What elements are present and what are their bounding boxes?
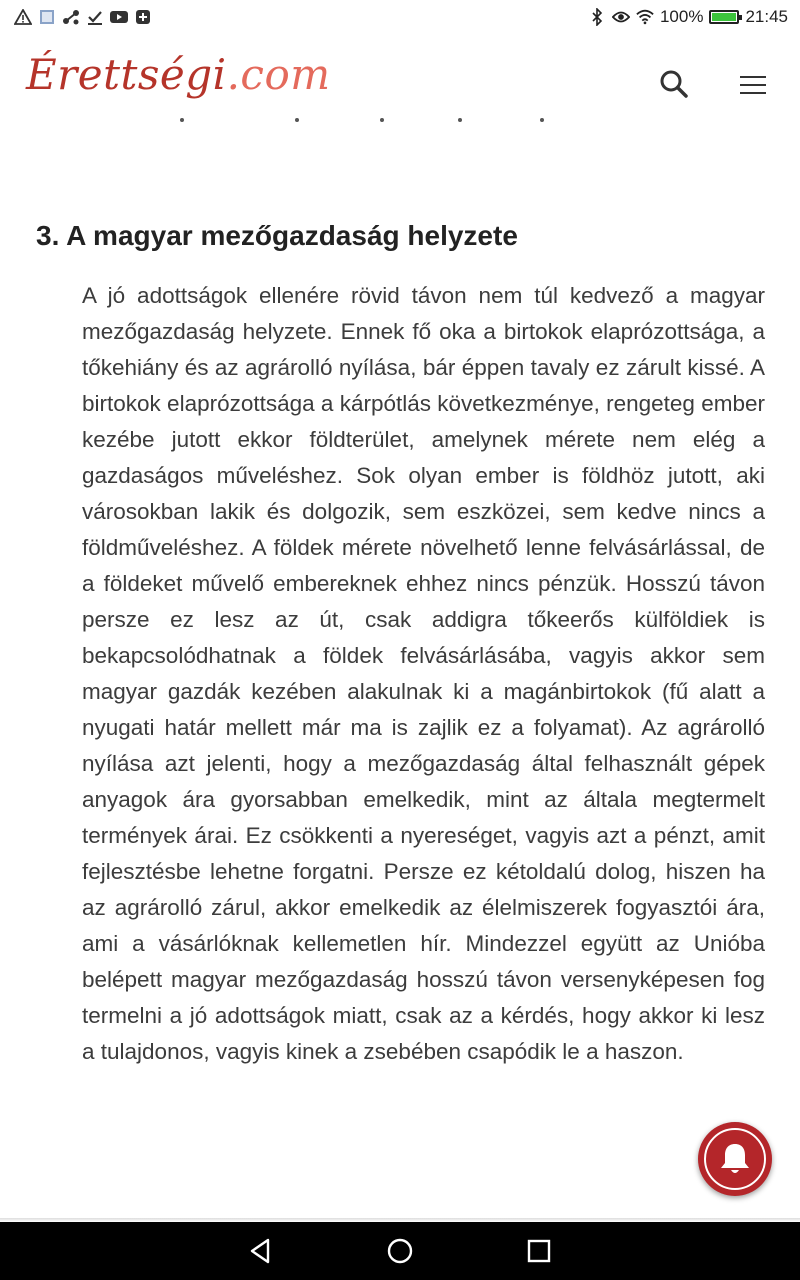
bell-icon — [719, 1142, 751, 1176]
recents-icon — [524, 1236, 554, 1266]
navigation-bar — [0, 1222, 800, 1280]
youtube-icon — [110, 8, 128, 26]
recents-button[interactable] — [524, 1236, 554, 1266]
warning-icon — [14, 8, 32, 26]
check-icon — [86, 8, 104, 26]
section-heading: 3. A magyar mezőgazdaság helyzete — [36, 220, 518, 251]
battery-percent: 100% — [659, 7, 704, 26]
site-logo[interactable] — [26, 50, 331, 99]
menu-icon-line — [740, 76, 766, 78]
logo-main: Érettségi — [26, 50, 227, 99]
wifi-icon — [636, 8, 654, 26]
bluetooth-icon — [588, 8, 606, 26]
home-icon — [385, 1236, 415, 1266]
clock: 21:45 — [745, 7, 788, 26]
eye-icon — [612, 8, 630, 26]
share-icon — [62, 8, 80, 26]
system-status — [588, 7, 788, 27]
battery-icon — [709, 10, 739, 24]
back-icon — [246, 1236, 276, 1266]
scrolled-text-remnant — [82, 114, 782, 128]
notification-icons — [14, 8, 152, 26]
menu-icon-line — [740, 84, 766, 86]
logo-ext: .com — [226, 50, 331, 99]
search-icon — [656, 66, 692, 102]
add-box-icon — [134, 8, 152, 26]
menu-icon-line — [740, 92, 766, 94]
search-button[interactable] — [656, 66, 692, 102]
notification-bell-button[interactable] — [698, 1122, 772, 1196]
back-button[interactable] — [246, 1236, 276, 1266]
bell-ring — [704, 1128, 766, 1190]
site-header — [0, 36, 800, 120]
status-bar — [0, 0, 800, 36]
home-button[interactable] — [385, 1236, 415, 1266]
image-icon — [38, 8, 56, 26]
hamburger-menu-button[interactable] — [736, 70, 770, 98]
article-paragraph: A jó adottságok ellenére rövid távon nem túl kedvező a magyar mezőgazdaság helyzete. Ennek fő oka a birtokok elaprózottsága, a tőkehiány és az agrárolló nyílása, bár éppen tavaly ez zárult kissé. A birtokok elaprózottsága a kárpótlás következménye, rengeteg ember kezébe jutott ekkor földterület, amelynek mérete nem elég a gazdaságos műveléshez. Sok olyan ember is földhöz jutott, aki városokban lakik és dolgozik, sem eszközei, sem kedve nincs a földműveléshez. A földek mérete növelhető lenne felvásárlással, de a földeket művelő embereknek ehhez nincs pénzük. Hosszú távon persze ez lesz az út, csak addigra tőkeerős külföldiek is bekapcsolódhatnak a földek felvásárlásába, vagyis akkor sem magyar gazdák kezében alakulnak ki a magánbirtokok (fű alatt a nyugati határ mellett már ma is zajlik ez a folyamat). Az agrárolló nyílása azt jelenti, hogy a mezőgazdaság által felhasznált gépek anyagok ára gyorsabban emelkedik, mint az általa megtermelt termények árai. Ez csökkenti a nyereséget, vagyis azt a pénzt, amit fejlesztésbe lehetne forgatni. Persze ez kétoldalú dolog, hiszen ha az agrárolló zárul, akkor emelkedik az élelmiszerek fogyasztói ára, ami a vásárlóknak kellemetlen hír. Mindezzel együtt az Unióba belépett magyar mezőgazdaság hosszú távon versenyképesen fog termelni a jó adottságok miatt, csak az a kérdés, hogy akkor ki lesz a tulajdonos, vagyis kinek a zsebében csapódik le a haszon. — [82, 283, 765, 1064]
